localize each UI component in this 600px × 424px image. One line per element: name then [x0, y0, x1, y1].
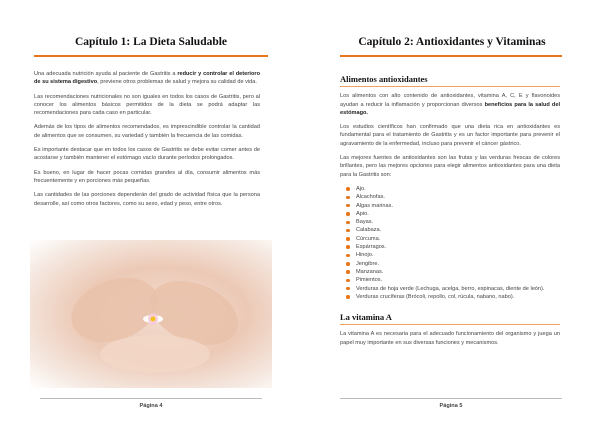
list-item: Manzanas. [346, 268, 560, 276]
chapter-2-title-rule [340, 55, 562, 57]
left-footer-rule [40, 398, 262, 399]
list-item: Espárragos. [346, 243, 560, 251]
antioxidant-foods-list [346, 185, 560, 301]
right-paragraph-4: La vitamina A es necesaria para el adecuado funcionamiento del organismo y juega un papel muy importante en sus diversas funciones y mecanismos. [340, 331, 560, 346]
left-paragraph-4: Es importante destacar que en todos los casos de Gastritis se debe evitar comer antes de acostarse y también mantener el estómago vacío durante períodos prolongados. [34, 147, 260, 162]
right-paragraph-2: Los estudios científicos han confirmado que una dieta rica en antioxidantes es fundamental para el tratamiento de Gastritis y es un factor importante para prevenir el agravamiento de la enfermedad, incluso para prevenir el cáncer gástrico. [340, 124, 560, 147]
flower-icon [142, 312, 164, 326]
belly-shape [100, 335, 210, 373]
list-item: Verduras de hoja verde (Lechuga, acelga, berro, espinacas, diente de león). [346, 285, 560, 293]
list-item: Cúrcuma. [346, 235, 560, 243]
left-paragraph-5: Es bueno, en lugar de hacer pocas comidas grandes al día, consumir alimentos más frecuentemente y en porciones más pequeñas. [34, 169, 260, 184]
right-footer-rule [340, 398, 562, 399]
chapter-2-title: Capítulo 2: Antioxidantes y Vitaminas [358, 36, 546, 48]
list-item: Calabaza. [346, 226, 560, 234]
list-item: Apio. [346, 210, 560, 218]
chapter-1-title: Capítulo 1: La Dieta Saludable [74, 36, 228, 48]
left-paragraph-3: Además de los tipos de alimentos recomendados, es imprescindible controlar la cantidad de alimentos que se consumen, su variedad y también la frecuencia de las comidas. [34, 124, 260, 139]
left-paragraph-6: Las cantidades de las porciones dependerán del grado de actividad física que la persona desarrolle, así como otros factores, como su sexo, edad y peso, entre otros. [34, 192, 260, 207]
list-item: Bayas. [346, 218, 560, 226]
section-vitamin-a-title: La vitamina A [340, 313, 560, 325]
section-antioxidant-foods-title: Alimentos antioxidantes [340, 75, 560, 87]
hands-on-belly-photo [30, 240, 272, 388]
list-item: Algas marinas. [346, 202, 560, 210]
list-item: Jengibre. [346, 260, 560, 268]
chapter-1-title-rule [34, 55, 268, 57]
right-page [300, 0, 600, 424]
list-item: Ajo. [346, 185, 560, 193]
list-item: Pimientos. [346, 276, 560, 284]
left-paragraph-1: Una adecuada nutrición ayuda al paciente de Gastritis a reducir y controlar el deterioro de su sistema digestivo, previene otros problemas de salud y mejora su calidad de vida. [34, 71, 260, 86]
left-page-body [34, 70, 260, 214]
right-page-body [340, 75, 560, 353]
left-page-number: Página 4 [139, 403, 163, 409]
list-item: Hinojo. [346, 251, 560, 259]
right-paragraph-3: Las mejores fuentes de antioxidantes son las frutas y las verduras frescas de colores brillantes, pero las mejores opciones para elegir alimentos antioxidantes para una dieta para la Gastritis son: [340, 155, 560, 178]
right-paragraph-1: Los alimentos con alto contenido de antioxidantes, vitamina A, C, E y flavonoides ayudan a reducir la inflamación y proporcionan diversos beneficios para la salud del estómago. [340, 93, 561, 116]
list-item: Alcachofas. [346, 193, 560, 201]
list-item: Verduras crucíferas (Brócoli, repollo, col, rúcula, nabano, nabo). [346, 293, 560, 301]
left-paragraph-2: Las recomendaciones nutricionales no son iguales en todos los casos de Gastritis, pero al conocer los alimentos básicos permitidos de la dieta se podrá adaptar las recomendaciones para cada caso en particular. [34, 93, 260, 117]
right-page-number: Página 5 [439, 403, 463, 409]
